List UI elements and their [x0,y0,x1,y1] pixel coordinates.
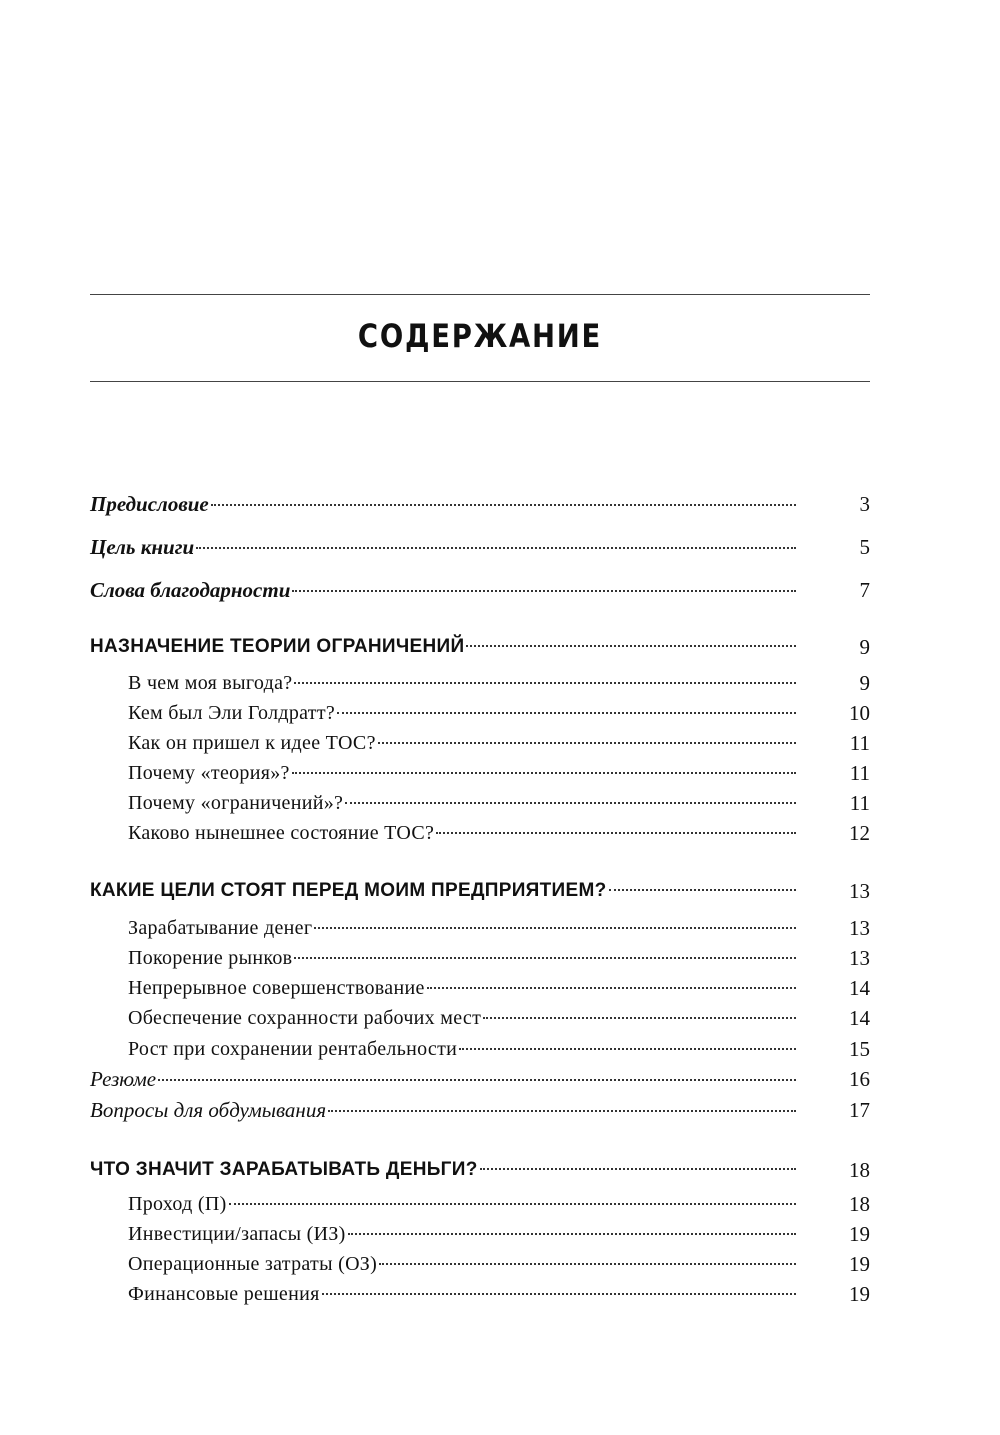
toc-entry-page: 9 [859,635,870,659]
toc-entry-title: Кем был Эли Голдратт? [128,702,336,724]
dot-leader [292,772,796,774]
toc-entry-title: Зарабатывание денег [128,917,313,939]
dot-leader [459,1048,796,1050]
dot-leader [294,682,796,684]
toc-entry-page: 5 [859,535,870,559]
toc-entry-page: 3 [859,492,870,516]
toc-entry-title: Резюме [90,1067,157,1091]
toc-entry-title: Покорение рынков [128,947,293,969]
toc-entry-title: КАКИЕ ЦЕЛИ СТОЯТ ПЕРЕД МОИМ ПРЕДПРИЯТИЕМ? [90,880,607,901]
toc-entry-title: Почему «теория»? [128,762,290,784]
toc-entry-page: 17 [849,1098,870,1122]
toc-entry-title: В чем моя выгода? [128,672,293,694]
toc-entry-title: Вопросы для обдумывания [90,1098,327,1122]
toc-entry[interactable] [0,1249,1000,1279]
toc-entry-page: 19 [849,1222,870,1246]
toc-entry-title: Как он пришел к идее ТОС? [128,732,376,754]
toc-entry-page: 13 [849,946,870,970]
dot-leader [345,802,796,804]
toc-entry[interactable] [0,532,1000,562]
toc-entry-page: 14 [849,976,870,1000]
toc-entry-page: 16 [849,1067,870,1091]
toc-entry-title: Проход (П) [128,1193,227,1215]
toc-entry-page: 11 [849,761,870,785]
toc-entry-title: Цель книги [90,535,195,559]
dot-leader [158,1079,796,1081]
toc-entry[interactable] [0,973,1000,1003]
toc-entry-page: 10 [849,701,870,725]
toc-entry[interactable] [0,818,1000,848]
toc-entry[interactable] [0,698,1000,728]
toc-entry-page: 13 [849,879,870,903]
toc-entry-page: 11 [849,731,870,755]
dot-leader [328,1110,796,1112]
toc-entry-page: 7 [859,578,870,602]
toc-entry-title: Финансовые решения [128,1283,320,1305]
dot-leader [292,590,796,592]
toc-entry[interactable] [0,913,1000,943]
toc-entry[interactable] [0,1095,1000,1125]
dot-leader [427,987,796,989]
toc-entry-title: Предисловие [90,492,209,516]
toc-entry-page: 15 [849,1037,870,1061]
toc-entry-title: НАЗНАЧЕНИЕ ТЕОРИИ ОГРАНИЧЕНИЙ [90,636,465,657]
toc-entry-page: 13 [849,916,870,940]
toc-entry-page: 19 [849,1252,870,1276]
dot-leader [314,927,796,929]
toc-entry[interactable] [0,1003,1000,1033]
toc-entry-title: Каково нынешнее состояние ТОС? [128,822,435,844]
toc-entry-title: Непрерывное совершенствование [128,977,425,999]
toc-entry-title: Инвестиции/запасы (ИЗ) [128,1223,346,1245]
top-rule [90,294,870,295]
toc-entry[interactable] [0,575,1000,605]
toc-entry-title: Слова благодарности [90,578,291,602]
toc-entry-page: 12 [849,821,870,845]
toc-entry-title: Обеспечение сохранности рабочих мест [128,1007,482,1029]
toc-entry-title: Рост при сохранении рентабельности [128,1038,458,1060]
toc-entry[interactable] [0,1064,1000,1094]
toc-entry-page: 11 [849,791,870,815]
page-title: СОДЕРЖАНИЕ [357,317,603,355]
toc-entry[interactable] [0,1219,1000,1249]
toc-entry[interactable] [0,788,1000,818]
toc-entry[interactable] [0,1034,1000,1064]
dot-leader [379,1263,796,1265]
dot-leader [480,1168,796,1170]
toc-entry-title: Операционные затраты (ОЗ) [128,1253,378,1275]
toc-entry-page: 18 [849,1158,870,1182]
dot-leader [322,1293,796,1295]
toc-entry[interactable] [0,943,1000,973]
dot-leader [466,645,796,647]
toc-entry[interactable] [0,728,1000,758]
toc-entry-page: 14 [849,1006,870,1030]
dot-leader [609,889,797,891]
dot-leader [378,742,796,744]
toc-chapter-entry[interactable] [0,1155,1000,1185]
toc-entry-title: Почему «ограничений»? [128,792,344,814]
toc-entry[interactable] [0,1189,1000,1219]
toc-entry-title: ЧТО ЗНАЧИТ ЗАРАБАТЫВАТЬ ДЕНЬГИ? [90,1159,478,1180]
toc-entry[interactable] [0,668,1000,698]
dot-leader [436,832,796,834]
toc-entry[interactable] [0,758,1000,788]
dot-leader [337,712,796,714]
dot-leader [348,1233,796,1235]
dot-leader [294,957,796,959]
toc-chapter-entry[interactable] [0,632,1000,662]
dot-leader [229,1203,796,1205]
bottom-rule [90,381,870,382]
dot-leader [483,1017,796,1019]
toc-chapter-entry[interactable] [0,876,1000,906]
dot-leader [196,547,796,549]
toc-entry-page: 9 [859,671,870,695]
toc-entry[interactable] [0,489,1000,519]
toc-entry-page: 18 [849,1192,870,1216]
dot-leader [211,504,796,506]
toc-entry[interactable] [0,1279,1000,1309]
toc-entry-page: 19 [849,1282,870,1306]
